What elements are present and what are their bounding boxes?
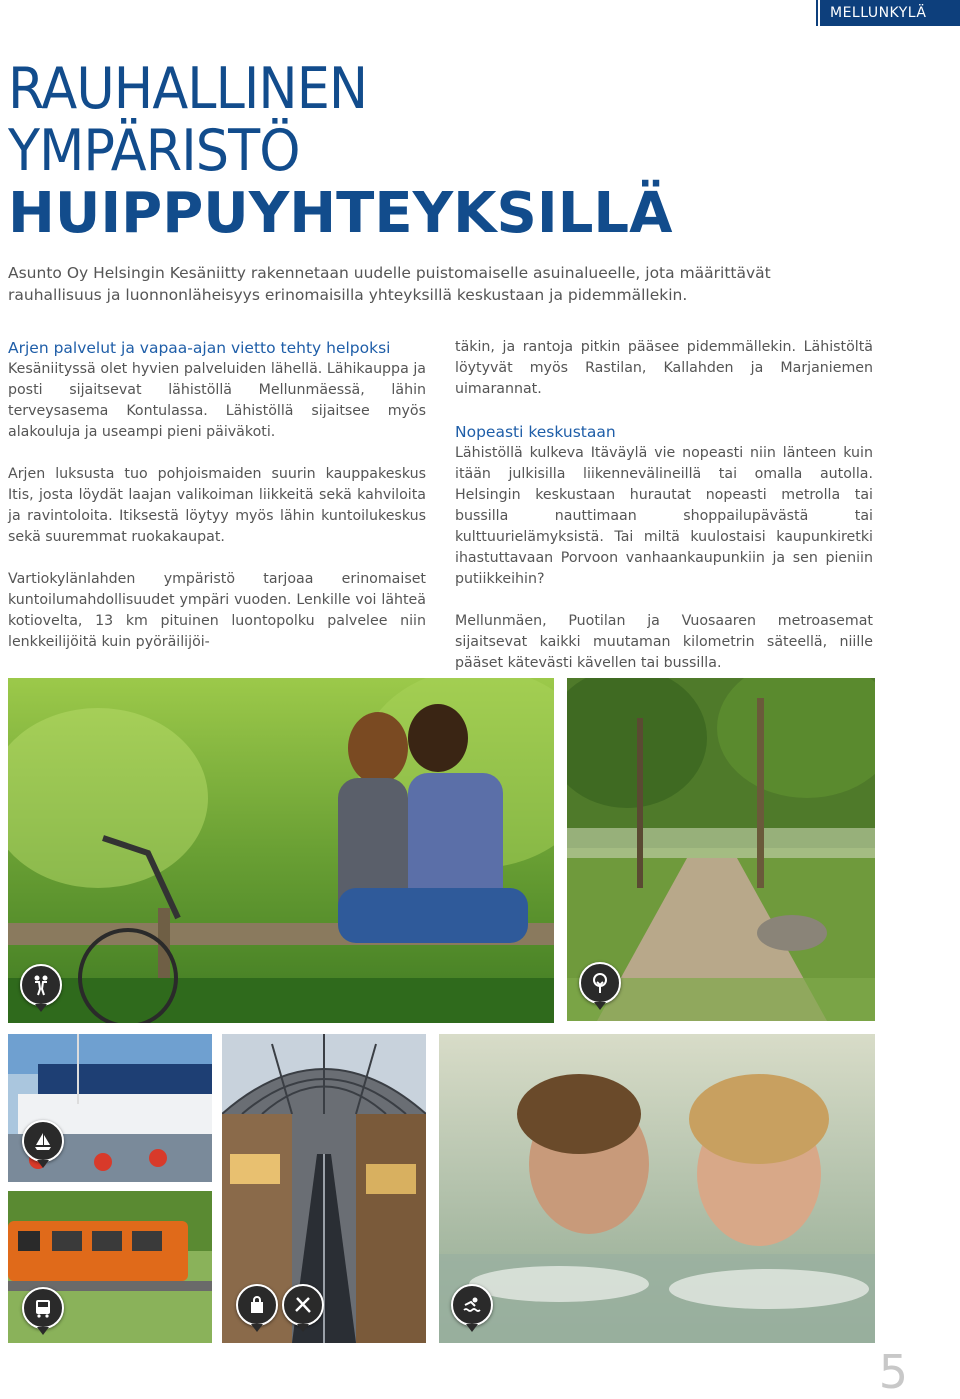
title-line-1: RAUHALLINEN — [8, 56, 368, 122]
left-paragraph-1: Kesäniityssä olet hyvien palveluiden lähellä. Lähikauppa ja posti sijaitsevat lähistöllä Mellunmäessä, lähin terveysasema Kontulassa. Lähistöllä sijaitsee myös alakouluja ja useampi pieni päiväkoti. — [8, 361, 426, 440]
section-tag — [820, 0, 960, 26]
right-column — [455, 337, 873, 674]
couple-photo — [8, 678, 554, 1023]
harbour-photo — [8, 1034, 212, 1182]
tree-icon — [579, 962, 621, 1004]
right-heading: Nopeasti keskustaan — [455, 423, 616, 441]
swimming-icon — [451, 1284, 493, 1326]
title-line-3: HUIPPUYHTEYKSILLÄ — [8, 181, 673, 246]
sailboat-icon — [22, 1120, 64, 1162]
page-number: 5 — [878, 1345, 908, 1399]
page-title — [8, 58, 672, 246]
restaurant-icon — [282, 1284, 324, 1326]
metro-train-photo — [8, 1191, 212, 1343]
left-heading: Arjen palvelut ja vapaa-ajan vietto tehty helpoksi — [8, 339, 391, 357]
left-column — [8, 337, 426, 653]
title-line-2: YMPÄRISTÖ — [8, 118, 300, 184]
left-paragraph-3: Vartiokylänlahden ympäristö tarjoaa erinomaiset kuntoilumahdollisuudet ympäri vuoden. Lenkille voi lähteä kotiovelta, 13 km pituinen luontopolku palvelee niin lenkkeilijöitä kuin pyöräilijöi- — [8, 571, 426, 650]
right-paragraph-2: Lähistöllä kulkeva Itäväylä vie nopeasti niin länteen kuin itään julkisilla liikennevälineillä tai omalla autolla. Helsingin keskustaan hurautat nopeasti metrolla tai bussilla nauttimaan shoppailupävästä tai kulttuurielämyksistä. Tai miltä kuulostaisi kaupunkiretki ihastuttavaan Porvoon vanhaankaupunkiin ja sen pieniin putiikkeihin? — [455, 445, 873, 587]
right-paragraph-3: Mellunmäen, Puotilan ja Vuosaaren metroasemat sijaitsevat kaikki muutaman kilometrin säteellä, niille pääset kätevästi kävellen tai bussilla. — [455, 613, 873, 671]
right-paragraph-1: täkin, ja rantoja pitkin pääsee pidemmällekin. Lähistöltä löytyvät myös Rastilan, Kallahden ja Marjaniemen uimarannat. — [455, 339, 873, 397]
lead-paragraph: Asunto Oy Helsingin Kesäniitty rakennetaan uudelle puistomaiselle asuinalueelle, jota määrittävät rauhallisuus ja luonnonläheisyys erinomaisilla yhteyksillä keskustaan ja pidemmällekin. — [8, 264, 771, 304]
bus-icon — [22, 1287, 64, 1329]
left-paragraph-2: Arjen luksusta tuo pohjoismaiden suurin kauppakeskus Itis, josta löydät laajan valikoiman liikkeitä sekä kahviloita ja ravintoloita. Itiksestä löytyy myös lähin kuntoilukeskus sekä suuremmat ruokakaupat. — [8, 466, 426, 545]
school-children-icon — [20, 964, 62, 1006]
forest-path-photo — [567, 678, 875, 1021]
section-tag-label: MELLUNKYLÄ — [830, 5, 927, 21]
kids-swimming-photo — [439, 1034, 875, 1343]
shopping-mall-photo — [222, 1034, 426, 1343]
shopping-bag-icon — [236, 1284, 278, 1326]
